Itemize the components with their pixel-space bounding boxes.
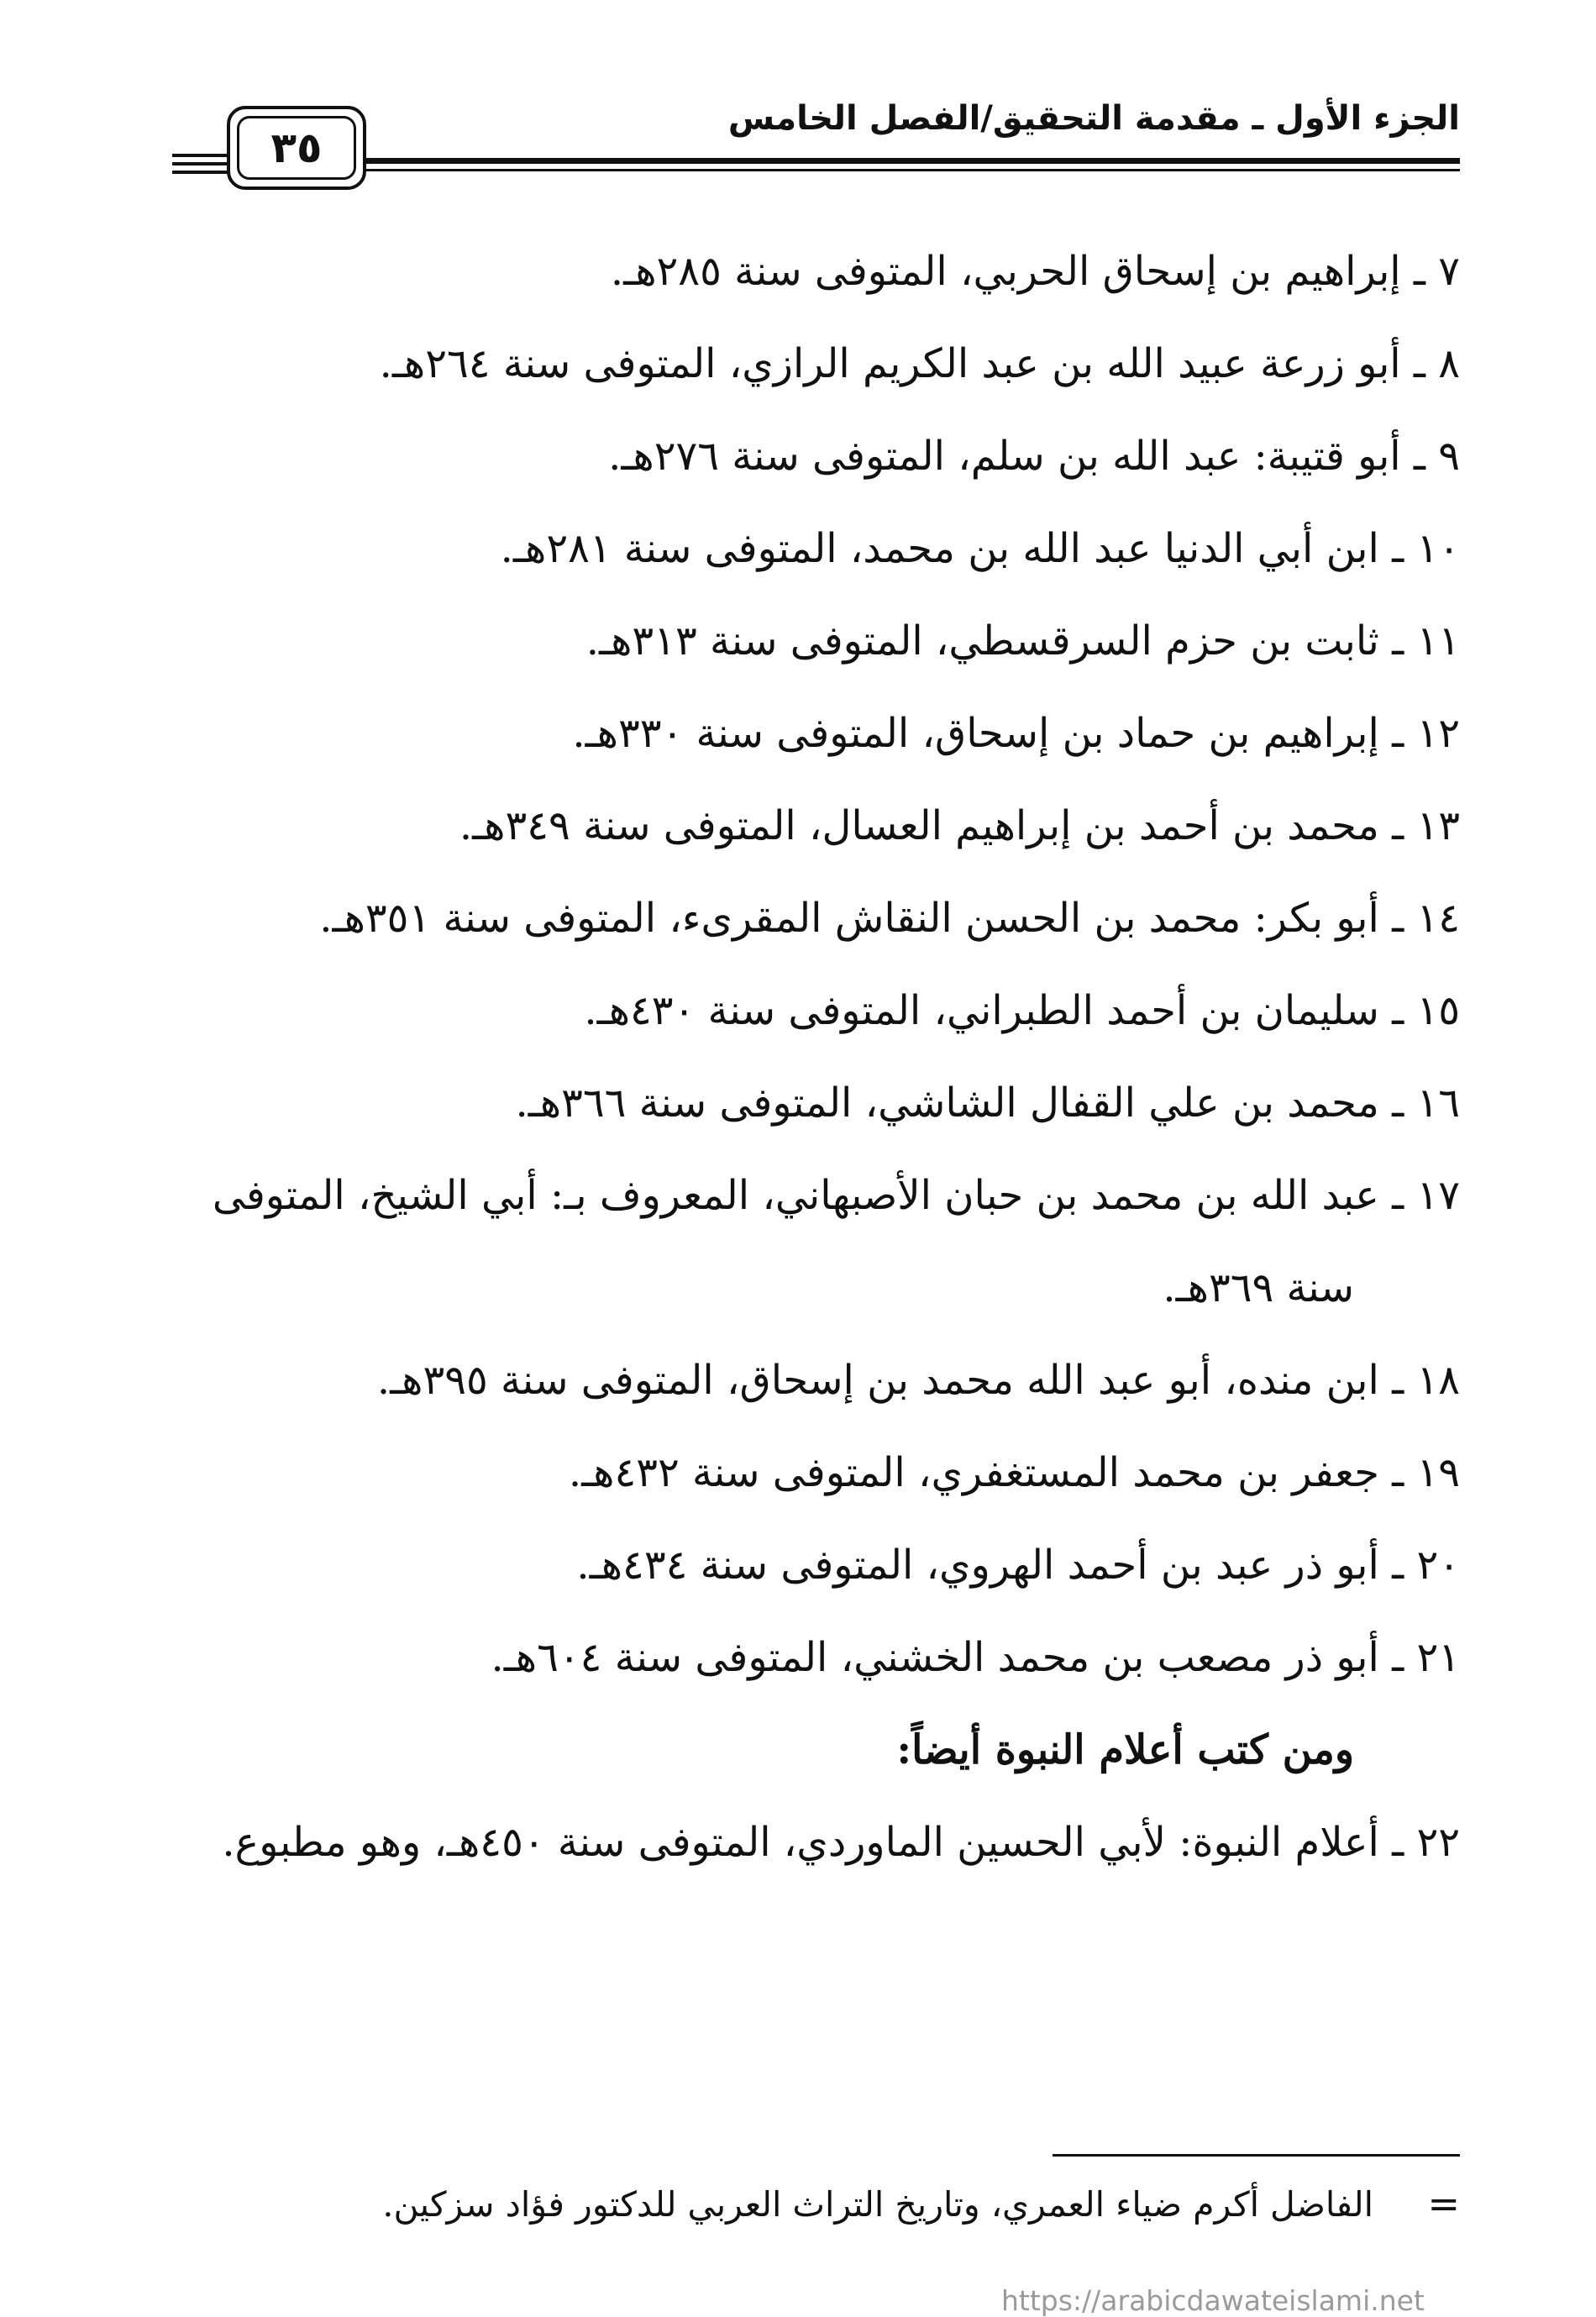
page-number: ٣٥	[237, 116, 356, 180]
list-item: ١٢ ـ إبراهيم بن حماد بن إسحاق، المتوفى سنة ٣٣٠هـ.	[572, 710, 1460, 757]
list-item: ٢١ ـ أبو ذر مصعب بن محمد الخشني، المتوفى سنة ٦٠٤هـ.	[491, 1634, 1460, 1681]
watermark-url: https://arabicdawateislami.net	[1001, 2284, 1425, 2317]
list-item: ١٦ ـ محمد بن علي القفال الشاشي، المتوفى سنة ٣٦٦هـ.	[515, 1080, 1460, 1127]
footnote-text: الفاضل أكرم ضياء العمري، وتاريخ التراث العربي للدكتور فؤاد سزكين.	[382, 2184, 1373, 2225]
section-heading: ومن كتب أعلام النبوة أيضاً:	[896, 1726, 1354, 1773]
list-item: ١٣ ـ محمد بن أحمد بن إبراهيم العسال، المتوفى سنة ٣٤٩هـ.	[459, 802, 1460, 849]
header-rule-thin	[361, 169, 1460, 171]
list-item: ٨ ـ أبو زرعة عبيد الله بن عبد الكريم الرازي، المتوفى سنة ٢٦٤هـ.	[379, 340, 1460, 387]
list-item: ١٨ ـ ابن منده، أبو عبد الله محمد بن إسحاق، المتوفى سنة ٣٩٥هـ.	[376, 1357, 1460, 1404]
list-item: ٢٠ ـ أبو ذر عبد بن أحمد الهروي، المتوفى سنة ٤٣٤هـ.	[576, 1542, 1460, 1589]
list-item: ١١ ـ ثابت بن حزم السرقسطي، المتوفى سنة ٣١٣هـ.	[585, 617, 1460, 665]
list-item: ٧ ـ إبراهيم بن إسحاق الحربي، المتوفى سنة ٢٨٥هـ.	[610, 248, 1460, 295]
list-item: ٢٢ ـ أعلام النبوة: لأبي الحسين الماوردي، المتوفى سنة ٤٥٠هـ، وهو مطبوع.	[222, 1819, 1460, 1866]
entry-list	[134, 225, 1460, 1889]
list-item: ١٥ ـ سليمان بن أحمد الطبراني، المتوفى سنة ٤٣٠هـ.	[584, 987, 1460, 1034]
ornament-rule	[172, 171, 231, 174]
footnote-rule	[1053, 2154, 1460, 2157]
list-item: ١٧ ـ عبد الله بن محمد بن حبان الأصبهاني، المعروف بـ: أبي الشيخ، المتوفى سنة ٣٦٩هـ.	[212, 1172, 1460, 1311]
running-header: الجزء الأول ـ مقدمة التحقيق/الفصل الخامس	[727, 99, 1460, 138]
header-rule	[361, 158, 1460, 164]
list-item: ١٤ ـ أبو بكر: محمد بن الحسن النقاش المقرىء، المتوفى سنة ٣٥١هـ.	[319, 895, 1460, 942]
ornament-rule	[172, 154, 231, 157]
footnote-continuation-mark: =	[1427, 2181, 1460, 2226]
list-item: ١٩ ـ جعفر بن محمد المستغفري، المتوفى سنة ٤٣٢هـ.	[568, 1449, 1460, 1496]
ornament-rule	[172, 162, 231, 166]
list-item: ١٠ ـ ابن أبي الدنيا عبد الله بن محمد، المتوفى سنة ٢٨١هـ.	[500, 525, 1460, 572]
page-number-frame	[227, 106, 366, 190]
list-item: ٩ ـ أبو قتيبة: عبد الله بن سلم، المتوفى سنة ٢٧٦هـ.	[608, 433, 1460, 480]
